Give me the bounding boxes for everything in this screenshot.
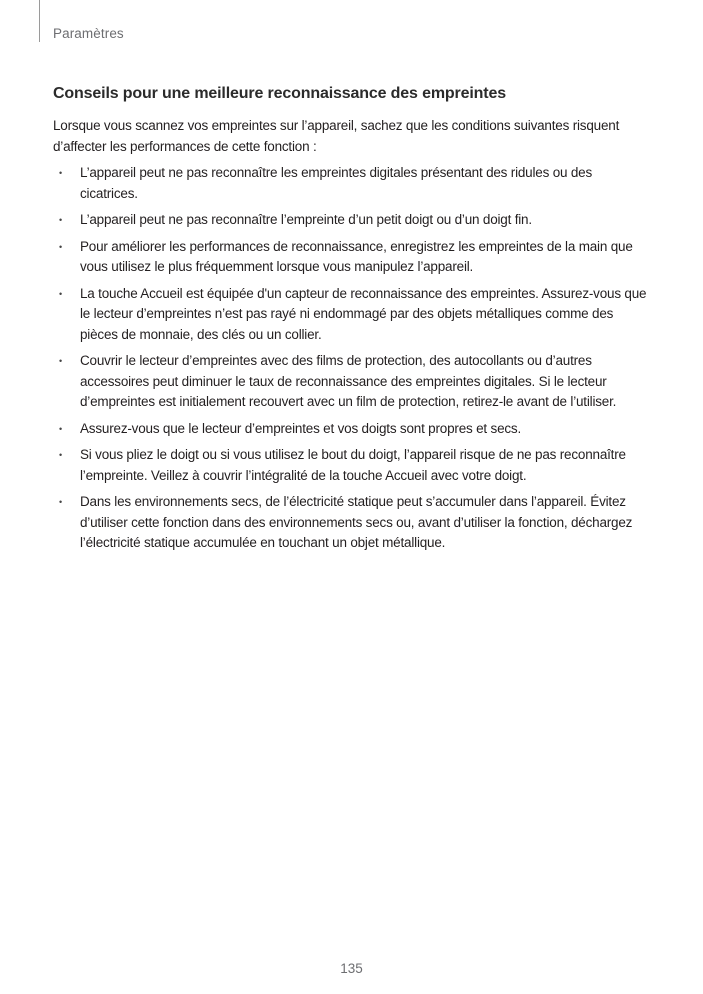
bullet-icon: •: [59, 288, 62, 299]
bullet-icon: •: [59, 356, 62, 366]
bullet-icon: •: [59, 241, 62, 252]
list-item-text: L’appareil peut ne pas reconnaître l’empreinte d’un petit doigt ou d’un doigt fin.: [80, 212, 532, 227]
list-item: [53, 351, 651, 413]
list-item: [53, 163, 651, 204]
main-content: [53, 83, 651, 560]
list-item-text: Couvrir le lecteur d’empreintes avec des films de protection, des autocollants ou d’autres accessoires peut diminuer le taux de reconnaissance des empreintes digitales. Si le lecteur d’empreintes est initialement recouvert avec un film de protection, retirez-le avant de l’utiliser.: [80, 353, 617, 409]
bullet-icon: •: [59, 215, 62, 225]
list-item: [53, 492, 651, 554]
header-margin-rule: [39, 0, 40, 42]
list-item-text: L’appareil peut ne pas reconnaître les empreintes digitales présentant des ridules ou des cicatrices.: [80, 165, 593, 201]
bullet-icon: •: [59, 423, 62, 434]
running-header: Paramètres: [53, 26, 124, 41]
list-item-text: Si vous pliez le doigt ou si vous utilisez le bout du doigt, l’appareil risque de ne pas reconnaître l’empreinte. Veillez à couvrir l’intégralité de la touche Accueil avec votre doigt.: [80, 447, 626, 483]
bullet-icon: •: [59, 450, 62, 460]
section-title: Conseils pour une meilleure reconnaissance des empreintes: [53, 85, 506, 102]
tips-list: [53, 163, 651, 554]
bullet-icon: •: [59, 497, 62, 507]
list-item: [53, 210, 651, 231]
list-item-text: Assurez-vous que le lecteur d’empreintes et vos doigts sont propres et secs.: [80, 420, 522, 436]
list-item-text: Pour améliorer les performances de reconnaissance, enregistrez les empreintes de la main que vous utilisez le plus fréquemment lorsque vous manipulez l’appareil.: [80, 238, 633, 274]
list-item-text: Dans les environnements secs, de l’électricité statique peut s’accumuler dans l’appareil. Évitez d’utiliser cette fonction dans des environnements secs ou, avant d’utiliser la fonction, déchargez l’électricité statique accumulée en touchant un objet métallique.: [80, 494, 633, 550]
list-item-text: La touche Accueil est équipée d'un capteur de reconnaissance des empreintes. Assurez-vous que le lecteur d’empreintes n’est pas rayé ni endommagé par des objets métalliques comme des pièces de monnaie, des clés ou un collier.: [80, 285, 647, 342]
page-number: 135: [340, 961, 363, 976]
list-item: [53, 445, 651, 486]
list-item: [53, 284, 651, 346]
list-item: [53, 237, 651, 278]
bullet-icon: •: [59, 168, 62, 178]
list-item: [53, 419, 651, 440]
intro-paragraph: Lorsque vous scannez vos empreintes sur l’appareil, sachez que les conditions suivantes risquent d’affecter les performances de cette fonction :: [53, 118, 620, 154]
